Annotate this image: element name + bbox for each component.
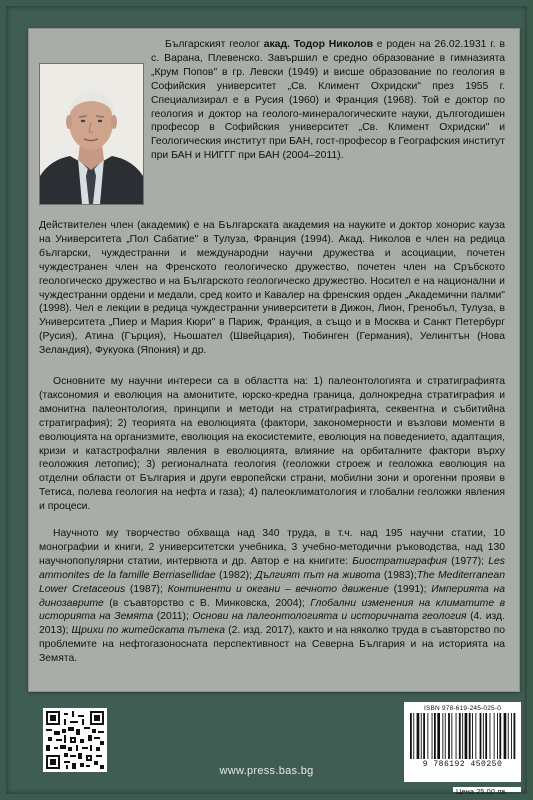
barcode-bar: [442, 713, 443, 759]
barcode-bar: [417, 713, 420, 759]
barcode-bar: [451, 713, 452, 759]
back-cover: [6, 6, 527, 794]
barcode-bar: [423, 713, 425, 759]
bio-paragraph-bottom: Действителен член (академик) е на Българската академия на науките и доктор хонорис кауза на Университета „Пол Сабатие" в Тулуза, Франция (1994). Акад. Николов е член на редица български, чуждестранни и международни научни дружества и асоциации, почетен чуждестранен член на Френското геологическо дружество, почетен член на Сръбското геологическо дружество и на Българското геологическо дружество. Носител е на национални и чуждестранни ордени и медали, сред които и Кавалер на френския орден „Академични палми" (1998). Чел е лекции в редица чуждестранни университети в Дижон, Лион, Гренобъл, Тулуза, в Университета „Пиер и Мария Кюри" в Париж, Франция, а също и в Москва и Санкт Петербург (Русия), Атина (Гърция), Ньошател (Швейцария), Тюбинген (Германия), Уелингтън (Нова Зеландия), Фукуока (Япония) и др.: [39, 220, 505, 357]
author-portrait: [39, 63, 144, 205]
barcode-bar: [480, 713, 482, 759]
barcode-bar: [472, 713, 473, 759]
barcode-bar: [445, 713, 446, 759]
barcode-bar: [475, 713, 476, 759]
publisher-website: www.press.bas.bg: [219, 765, 314, 777]
isbn-barcode: [404, 702, 521, 782]
barcode-bar: [499, 713, 501, 759]
barcode-bar: [421, 713, 422, 759]
barcode-bar: [483, 713, 484, 759]
barcode-bar: [432, 713, 433, 759]
qr-code: [43, 708, 107, 772]
barcode-bar: [427, 713, 428, 759]
barcode-bar: [448, 713, 450, 759]
barcode-bar: [469, 713, 471, 759]
barcode-bar: [434, 713, 436, 759]
bio-paragraph-top: Българският геолог акад. Тодор Николов е роден на 26.02.1931 г. в с. Варана, Плевенско. Завършил е средно образование в гимназията „Крум Попов" в гр. Левски (1949) и висше образование по геология в Софийския университет „Св. Климент Охридски" през 1955 г. Специализирал е в Русия (1960) и Франция (1968). Той е доктор по геология и доктор на геолого-минералогическите науки, дългогодишен професор в Софийския университет „Св. Климент Охридски" и Геологическия институт при БАН, гост-професор в Географския институт при БАН и НИГГГ при БАН (2004–2011).: [151, 39, 505, 162]
barcode-bar: [490, 713, 491, 759]
barcode-bar: [437, 713, 440, 759]
author-name: акад. Тодор Николов: [263, 39, 373, 50]
works-paragraph: Научното му творчество обхваща над 340 труда, в т.ч. над 195 научни статии, 10 монографии и книги, 2 университетски учебника, 3 учебно-методични ръководства, над 130 научнопопулярни статии, интервюта и др. Автор е на книгите: Биостратиграфия (1977); Les ammonites de la famille Berriasellidae (1982); Дългият път на живота (1983);The Mediterranean Lower Cretaceous (1987); Континенти и океани – вечното движение (1991); Империята на динозаврите (в съавторство с В. Минковска, 2004); Глобални изменения на климатите в историята на Земята (2011); Основи на палеонтологията и историчната геология (4. изд. 2013); Щрихи по житейската пътека (2. изд. 2017), както и на няколко труда в съавторство по проблемите на нефтогазоносната перспективност на Северна България и на историята на Земята.: [39, 528, 506, 665]
barcode-bar: [410, 713, 412, 759]
text-panel: [28, 28, 520, 692]
barcode-bar: [494, 713, 495, 759]
barcode-bar: [465, 713, 468, 759]
barcode-bar: [508, 713, 509, 759]
barcode-bar: [456, 713, 457, 759]
barcode-bar: [459, 713, 461, 759]
barcode-bar: [462, 713, 463, 759]
barcode-bar: [485, 713, 487, 759]
interests-text: Основните му научни интереси са в областта на: 1) палеонтологията и стратиграфията (таксономия и еволюция на амонитите, юрско-кредна граница, долнокредна стратиграфия и амонитна палеонтология, принципи и методи на стратиграфията, секвентна и събитийна стратиграфия); 2) теорията на еволюцията (фактори, закономерности и възлови моменти в еволюцията на организмите, еволюция на екосистемите, еволюция на поведението, адаптация, кризи и катастрофални явления в еволюцията, влияние на орбиталните фактори върху геоложкия летопис); 3) регионалната геология (геоложки строеж и геоложка еволюция на отделни области от България и други европейски страни, мобилни зони и орогенни прояви в Тетиса, полева геология на нефта и газа); 4) палеоклиматология и глобални геоложки явления и процеси.: [39, 376, 505, 513]
barcode-bar: [514, 713, 516, 759]
barcode-bar: [511, 713, 512, 759]
barcode-bar: [504, 713, 507, 759]
interests-paragraph: [39, 375, 505, 514]
barcode-bar: [413, 713, 414, 759]
barcode-bar: [497, 713, 498, 759]
isbn-number: ISBN 978-619-245-025-0: [423, 705, 502, 712]
barcode-bars: [408, 713, 517, 761]
barcode-digits: 9 786192 450250: [422, 760, 503, 769]
price-label: Цена 25,00 лв.: [453, 787, 521, 792]
